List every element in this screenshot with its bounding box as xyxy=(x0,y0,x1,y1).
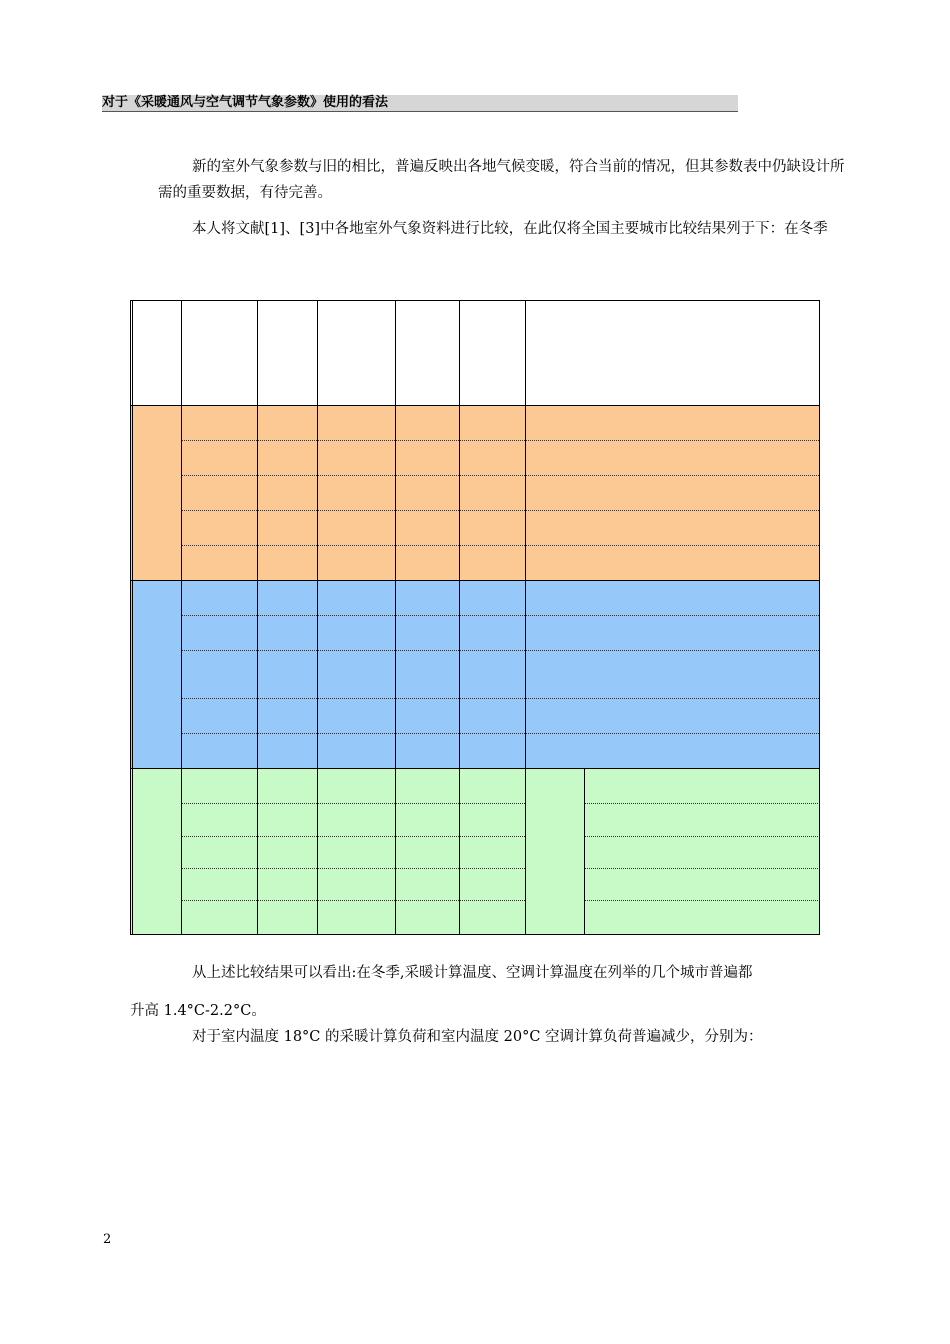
row-separator-eval xyxy=(584,900,820,901)
group-background-2 xyxy=(131,580,819,768)
paragraph-2 xyxy=(158,216,853,242)
column-line-1 xyxy=(181,300,182,935)
row-separator xyxy=(181,868,525,869)
table-border-right xyxy=(819,300,820,935)
column-line-5 xyxy=(459,300,460,935)
column-line-4 xyxy=(395,300,396,935)
row-separator-eval xyxy=(584,803,820,804)
comparison-table xyxy=(130,300,820,936)
column-line-eval-split xyxy=(584,768,585,934)
paragraph-3 xyxy=(158,960,853,986)
column-line-6 xyxy=(525,300,526,935)
row-separator-eval xyxy=(584,868,820,869)
column-line-3 xyxy=(317,300,318,935)
column-line-2 xyxy=(257,300,258,935)
group-background-3 xyxy=(131,768,819,934)
page-number: 2 xyxy=(103,1232,112,1247)
group-divider-1 xyxy=(130,580,820,581)
paragraph-4-text: 升高 1.4°C-2.2°C。 xyxy=(130,1003,266,1019)
table-border-bottom xyxy=(130,934,820,935)
page-header-title: 对于《采暖通风与空气调节气象参数》使用的看法 xyxy=(102,95,389,110)
paragraph-5-text: 对于室内温度 18°C 的采暖计算负荷和室内温度 20°C 空调计算负荷普遍减少，分别为： xyxy=(192,1029,763,1045)
row-separator xyxy=(181,836,525,837)
table-border-top xyxy=(130,300,820,301)
group-divider-2 xyxy=(130,768,820,769)
row-separator xyxy=(181,440,819,441)
header-underline xyxy=(102,111,738,112)
paragraph-1 xyxy=(158,154,853,206)
paragraph-5 xyxy=(158,1024,853,1050)
table-border-left xyxy=(130,300,131,935)
row-separator xyxy=(181,510,819,511)
row-separator xyxy=(181,900,525,901)
header-divider xyxy=(130,405,820,406)
row-separator-eval xyxy=(584,836,820,837)
row-separator xyxy=(181,615,819,616)
table-border-left-shadow xyxy=(132,300,133,935)
paragraph-3-text: 从上述比较结果可以看出:在冬季,采暖计算温度、空调计算温度在列举的几个城市普遍都 xyxy=(192,965,753,981)
row-separator xyxy=(181,475,819,476)
row-separator xyxy=(181,698,819,699)
group-background-1 xyxy=(131,405,819,580)
row-separator xyxy=(181,733,819,734)
row-separator xyxy=(181,803,525,804)
row-separator xyxy=(181,650,819,651)
paragraph-2-text: 本人将文献[1]、[3]中各地室外气象资料进行比较，在此仅将全国主要城市比较结果列于下：在冬季 xyxy=(192,221,828,237)
paragraph-4 xyxy=(130,998,825,1024)
paragraph-1-text: 新的室外气象参数与旧的相比，普遍反映出各地气候变暖，符合当前的情况，但其参数表中仍缺设计所需的重要数据，有待完善。 xyxy=(158,159,845,201)
row-separator xyxy=(181,545,819,546)
